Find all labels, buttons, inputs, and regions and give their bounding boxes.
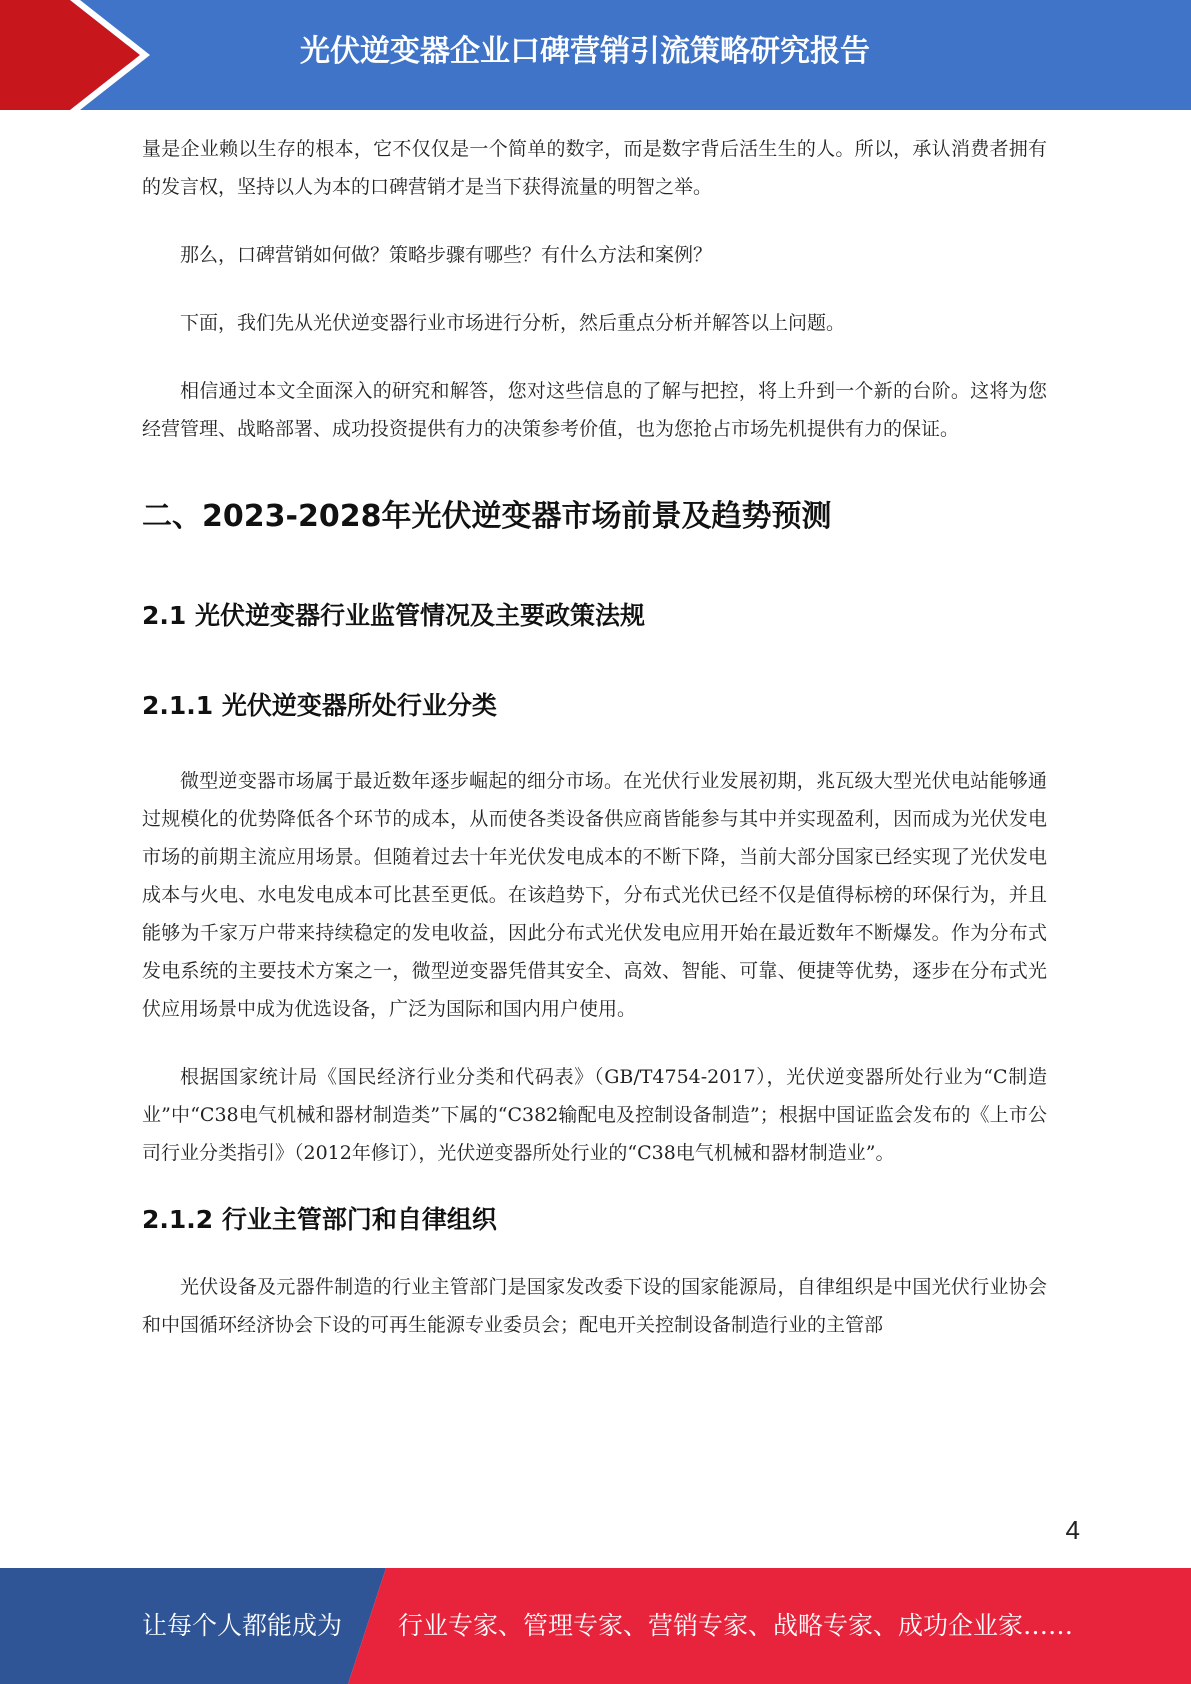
paragraph-1: 量是企业赖以生存的根本，它不仅仅是一个简单的数字，而是数字背后活生生的人。所以，承认消费者拥有的发言权，坚持以人为本的口碑营销才是当下获得流量的明智之举。 bbox=[142, 138, 1047, 198]
document-body bbox=[142, 130, 1047, 1344]
subsection-heading-2-1: 2.1 光伏逆变器行业监管情况及主要政策法规 bbox=[142, 601, 645, 630]
paragraph-6: 根据国家统计局《国民经济行业分类和代码表》（GB/T4754-2017），光伏逆变器所处行业为“C制造业”中“C38电气机械和器材制造类”下属的“C382输配电及控制设备制造”；根据中国证监会发布的《上市公司行业分类指引》（2012年修订），光伏逆变器所处行业的“C38电气机械和器材制造业”。 bbox=[142, 1066, 1047, 1164]
footer-slogan-left: 让每个人都能成为 bbox=[142, 1611, 343, 1640]
paragraph-3: 下面，我们先从光伏逆变器行业市场进行分析，然后重点分析并解答以上问题。 bbox=[180, 312, 846, 334]
page-number: 4 bbox=[1065, 1515, 1080, 1545]
header-arrow-decoration bbox=[0, 0, 150, 110]
subsection-heading-2-1-2: 2.1.2 行业主管部门和自律组织 bbox=[142, 1205, 497, 1234]
paragraph-5: 微型逆变器市场属于最近数年逐步崛起的细分市场。在光伏行业发展初期，兆瓦级大型光伏电站能够通过规模化的优势降低各个环节的成本，从而使各类设备供应商皆能参与其中并实现盈利，因而成为光伏发电市场的前期主流应用场景。但随着过去十年光伏发电成本的不断下降，当前大部分国家已经实现了光伏发电成本与火电、水电发电成本可比甚至更低。在该趋势下，分布式光伏已经不仅是值得标榜的环保行为，并且能够为千家万户带来持续稳定的发电收益，因此分布式光伏发电应用开始在最近数年不断爆发。作为分布式发电系统的主要技术方案之一，微型逆变器凭借其安全、高效、智能、可靠、便捷等优势，逐步在分布式光伏应用场景中成为优选设备，广泛为国际和国内用户使用。 bbox=[142, 770, 1047, 1020]
footer-slogan-right: 行业专家、管理专家、营销专家、战略专家、成功企业家…… bbox=[398, 1611, 1074, 1640]
page-footer bbox=[0, 1568, 1191, 1684]
subsection-heading-2-1-1: 2.1.1 光伏逆变器所处行业分类 bbox=[142, 691, 497, 720]
report-title: 光伏逆变器企业口碑营销引流策略研究报告 bbox=[300, 34, 870, 69]
page-header bbox=[0, 0, 1191, 110]
section-heading: 二、2023-2028年光伏逆变器市场前景及趋势预测 bbox=[142, 499, 832, 534]
paragraph-4: 相信通过本文全面深入的研究和解答，您对这些信息的了解与把控，将上升到一个新的台阶。这将为您经营管理、战略部署、成功投资提供有力的决策参考价值，也为您抢占市场先机提供有力的保证。 bbox=[142, 380, 1047, 440]
paragraph-7: 光伏设备及元器件制造的行业主管部门是国家发改委下设的国家能源局，自律组织是中国光伏行业协会和中国循环经济协会下设的可再生能源专业委员会；配电开关控制设备制造行业的主管部 bbox=[142, 1276, 1047, 1336]
paragraph-2: 那么，口碑营销如何做？策略步骤有哪些？有什么方法和案例？ bbox=[180, 244, 713, 266]
